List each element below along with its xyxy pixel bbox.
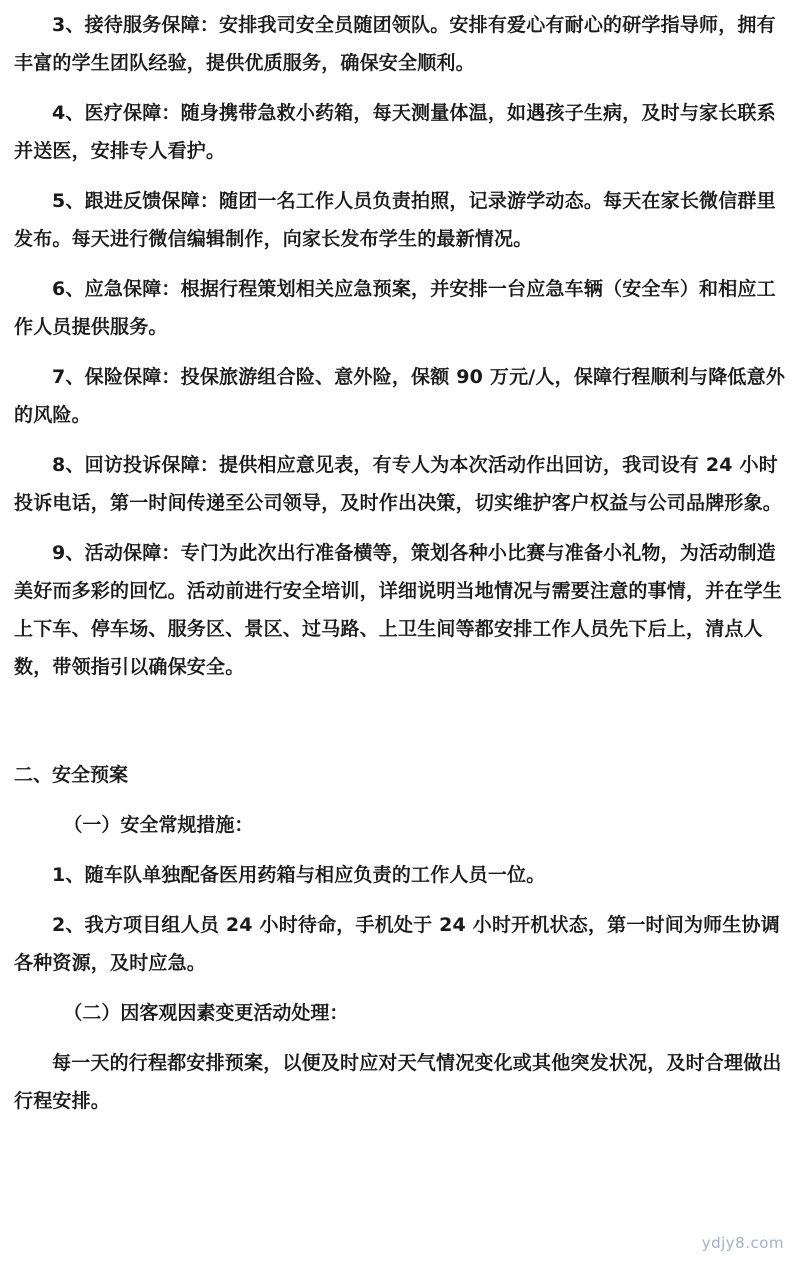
paragraph-medical-kit: 1、随车队单独配备医用药箱与相应负责的工作人员一位。 (52, 864, 546, 886)
paragraph-complaint: 8、回访投诉保障：提供相应意见表，有专人为本次活动作出回访，我司设有 24 小时投诉电话，第一时间传递至公司领导，及时作出决策，切实维护客户权益与公司品牌形象。 (14, 454, 783, 514)
paragraph-reception-service: 3、接待服务保障：安排我司安全员随团领队。安排有爱心有耐心的研学指导师，拥有丰富的学生团队经验，提供优质服务，确保安全顺利。 (14, 14, 776, 74)
paragraph-feedback: 5、跟进反馈保障：随团一名工作人员负责拍照，记录游学动态。每天在家长微信群里发布。每天进行微信编辑制作，向家长发布学生的最新情况。 (14, 190, 776, 250)
paragraph-standby: 2、我方项目组人员 24 小时待命，手机处于 24 小时开机状态，第一时间为师生协调各种资源，及时应急。 (14, 914, 780, 974)
paragraph-activity: 9、活动保障：专门为此次出行准备横等，策划各种小比赛与准备小礼物，为活动制造美好而多彩的回忆。活动前进行安全培训，详细说明当地情况与需要注意的事情，并在学生上下车、停车场、服务区、景区、过马路、上卫生间等都安排工作人员先下后上，清点人数，带领指引以确保安全。 (14, 542, 783, 678)
section-heading-safety-plan: 二、安全预案 (14, 764, 129, 786)
paragraph-contingency: 每一天的行程都安排预案，以便及时应对天气情况变化或其他突发状况，及时合理做出行程安排。 (14, 1052, 782, 1112)
paragraph-insurance: 7、保险保障：投保旅游组合险、意外险，保额 90 万元/人，保障行程顺利与降低意外的风险。 (14, 366, 786, 426)
subheading-objective-changes: （二）因客观因素变更活动处理： (63, 1002, 349, 1024)
paragraph-emergency: 6、应急保障：根据行程策划相关应急预案，并安排一台应急车辆（安全车）和相应工作人员提供服务。 (14, 278, 776, 338)
watermark: ydjy8.com (701, 1234, 784, 1252)
paragraph-medical: 4、医疗保障：随身携带急救小药箱，每天测量体温，如遇孩子生病，及时与家长联系并送医，安排专人看护。 (14, 102, 776, 162)
subheading-routine-measures: （一）安全常规措施： (63, 814, 254, 836)
